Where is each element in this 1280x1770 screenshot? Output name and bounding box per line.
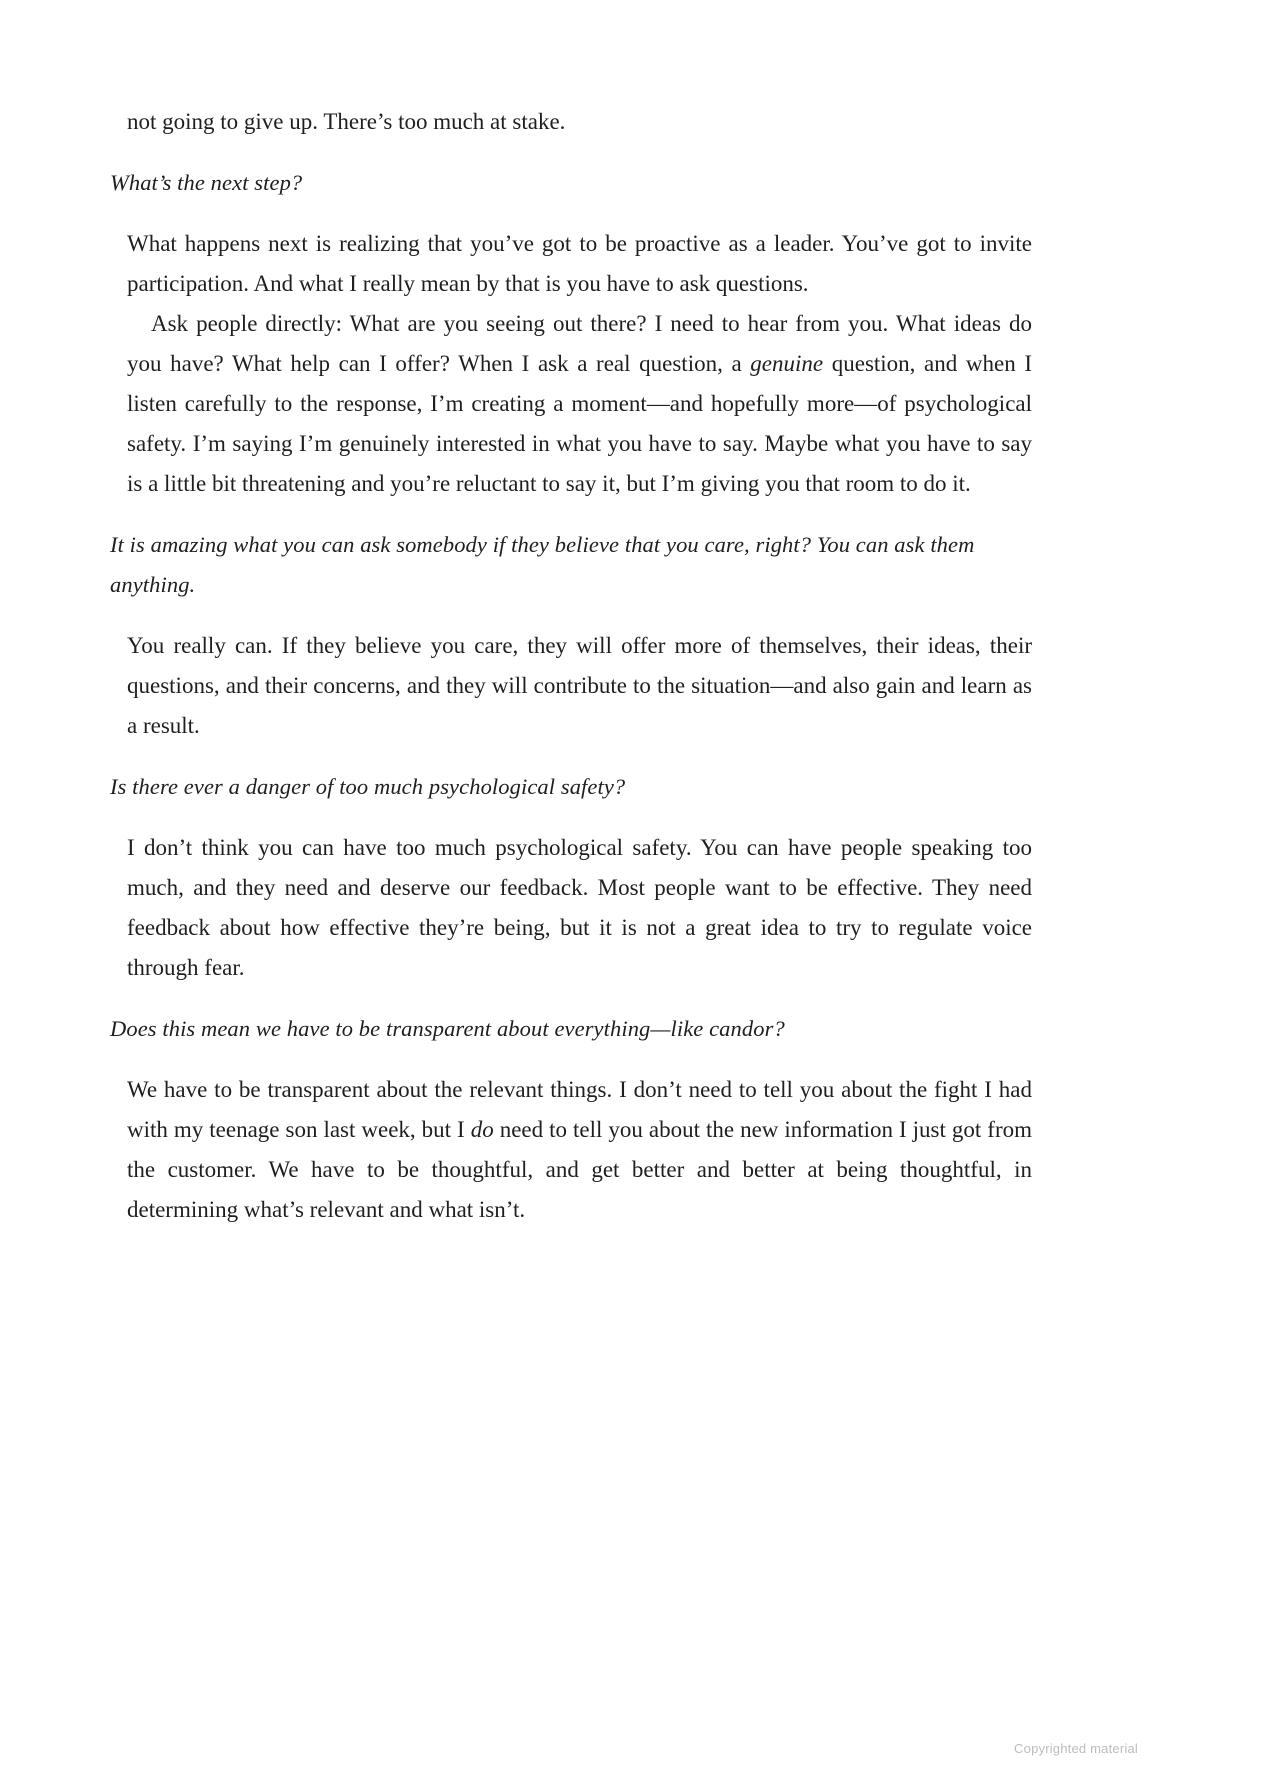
paragraph-answer: I don’t think you can have too much psychological safety. You can have people speaking too much, and they need and deserve our feedback. Most people want to be effective. They need feedback about how effective they’re being, but it is not a great idea to try to regulate voice through fear.	[127, 835, 1032, 980]
interview-question: Does this mean we have to be transparent about everything—like candor?	[110, 1016, 785, 1041]
copyright-watermark: Copyrighted material	[1014, 1741, 1138, 1756]
paragraph-continuation: not going to give up. There’s too much at stake.	[127, 109, 566, 134]
emphasized-word: genuine	[750, 351, 824, 376]
book-page	[110, 102, 1032, 1230]
interview-question: What’s the next step?	[110, 170, 303, 195]
paragraph-answer: What happens next is realizing that you’ve got to be proactive as a leader. You’ve got to invite participation. And what I really mean by that is you have to ask questions.	[127, 231, 1032, 296]
paragraph-answer	[127, 1070, 1032, 1230]
answer-text: Ask people directly: What are you seeing out there? I need to hear from you. What ideas do you have? What help can I offer? When I ask a real question, a	[127, 311, 1032, 376]
interview-question: Is there ever a danger of too much psychological safety?	[110, 774, 626, 799]
paragraph-answer	[127, 304, 1032, 504]
emphasized-word: do	[470, 1117, 494, 1142]
answer-text: question, and when I listen carefully to the response, I’m creating a moment—and hopefully more—of psychological safety. I’m saying I’m genuinely interested in what you have to say. Maybe what you have to say is a little bit threatening and you’re reluctant to say it, but I’m giving you that room to do it.	[127, 351, 1032, 496]
paragraph-answer: You really can. If they believe you care, they will offer more of themselves, their ideas, their questions, and their concerns, and they will contribute to the situation—and also gain and learn as a result.	[127, 633, 1032, 738]
answer-text: need to tell you about the new information I just got from the customer. We have to be thoughtful, and get better and better at being thoughtful, in determining what’s relevant and what isn’t.	[127, 1117, 1032, 1222]
answer-text: We have to be transparent about the relevant things. I don’t need to tell you about the fight I had with my teenage son last week, but I	[127, 1077, 1032, 1142]
interview-question: It is amazing what you can ask somebody if they believe that you care, right? You can ask them anything.	[110, 532, 975, 597]
